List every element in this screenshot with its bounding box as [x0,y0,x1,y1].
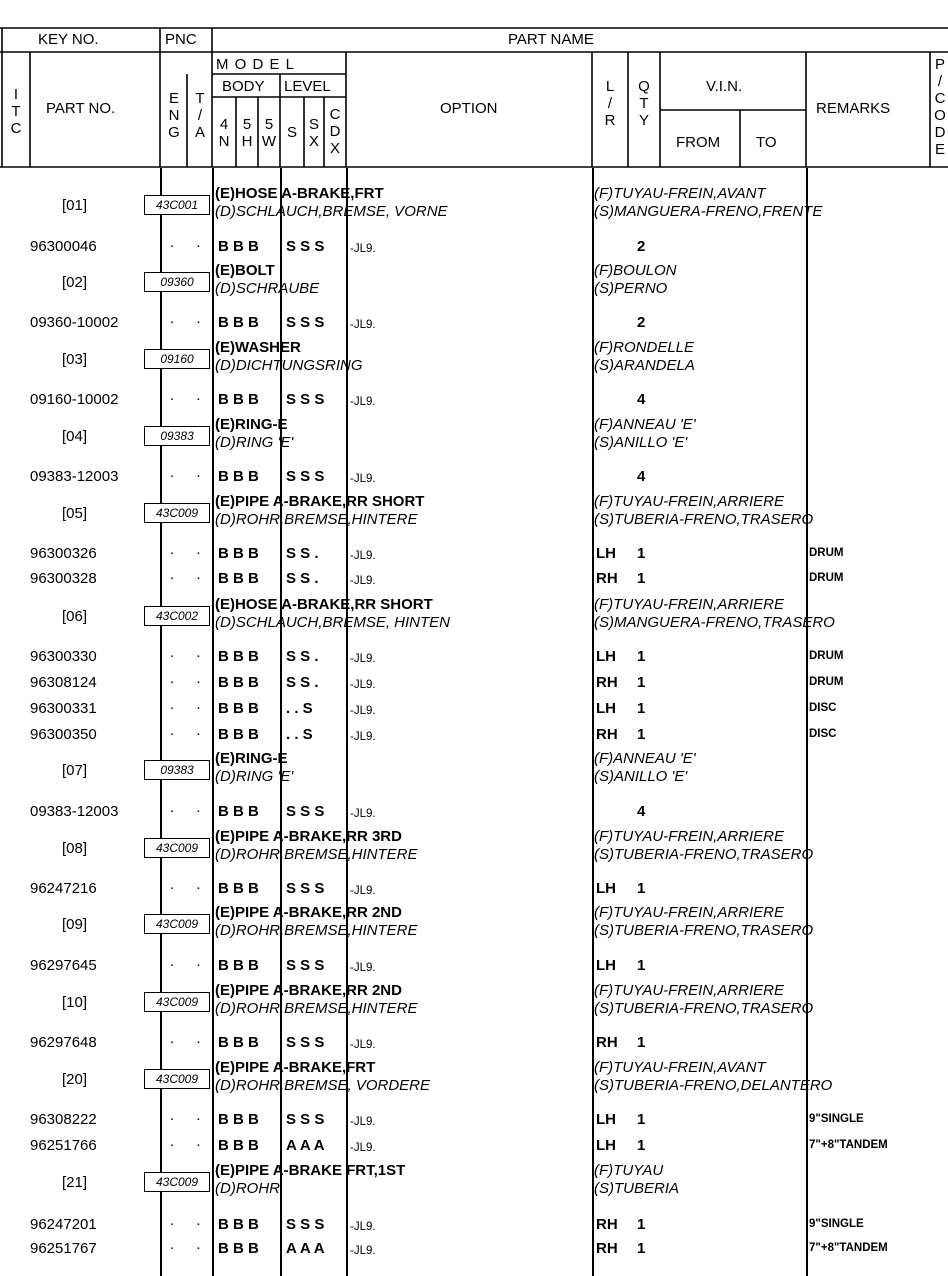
key-number: [08] [62,840,88,857]
part-name-french: (F)BOULON [594,262,677,279]
pnc-code-box: 43C001 [144,195,210,215]
part-number: 09383-12003 [30,803,119,820]
option-code: -JL9. [350,319,376,331]
part-name-french: (F)TUYAU-FREIN,ARRIERE [594,904,785,921]
eng-ta-marks: . . [170,953,210,970]
part-name-english: (E)PIPE A-BRAKE,RR 2ND [215,904,402,921]
body-codes: B B B [218,648,259,665]
lr-side: LH [596,1111,616,1128]
eng-ta-marks: . . [170,670,210,687]
quantity: 1 [637,1240,646,1257]
eng-ta-marks: . . [170,541,210,558]
option-code: -JL9. [350,1039,376,1051]
part-name-spanish: (S)TUBERIA-FRENO,TRASERO [594,846,814,863]
level-codes: . . S [286,726,313,743]
part-name-french: (F)TUYAU-FREIN,ARRIERE [594,828,785,845]
part-name-german: (D)SCHLAUCH,BREMSE, HINTEN [215,614,451,631]
body-codes: B B B [218,700,259,717]
pnc-code-box: 43C002 [144,606,210,626]
option-code: -JL9. [350,705,376,717]
lr-side: RH [596,1240,618,1257]
quantity: 1 [637,570,646,587]
part-name-spanish: (S)TUBERIA-FRENO,TRASERO [594,1000,814,1017]
itc-header: I T C [10,86,22,137]
part-number: 09360-10002 [30,314,119,331]
part-name-english: (E)RING-E [215,416,288,433]
option-code: -JL9. [350,885,376,897]
part-number: 96308222 [30,1111,97,1128]
part-number: 96297648 [30,1034,97,1051]
body-codes: B B B [218,545,259,562]
part-name-english: (E)HOSE A-BRAKE,RR SHORT [215,596,433,613]
remarks: 9"SINGLE [809,1113,864,1125]
part-number: 96300330 [30,648,97,665]
part-name-german: (D)ROHR,BREMSE,HINTERE [215,922,418,939]
part-name-spanish: (S)TUBERIA-FRENO,DELANTERO [594,1077,833,1094]
quantity: 1 [637,726,646,743]
level-codes: . . S [286,700,313,717]
key-number: [03] [62,351,88,368]
body-codes: B B B [218,726,259,743]
lr-side: LH [596,700,616,717]
body-codes: B B B [218,803,259,820]
pnc-code-box: 09383 [144,760,210,780]
part-name-spanish: (S)MANGUERA-FRENO,TRASERO [594,614,835,631]
quantity: 1 [637,1216,646,1233]
lr-side: RH [596,1216,618,1233]
qty-header: Q T Y [638,78,650,129]
key-number: [09] [62,916,88,933]
pnc-code-box: 43C009 [144,914,210,934]
part-no-header: PART NO. [46,100,116,117]
level-codes: A A A [286,1137,325,1154]
part-name-french: (F)TUYAU-FREIN,ARRIERE [594,982,785,999]
body-codes: B B B [218,391,259,408]
option-code: -JL9. [350,1221,376,1233]
quantity: 1 [637,1034,646,1051]
lr-side: RH [596,570,618,587]
level-codes: S S . [286,674,319,691]
quantity: 1 [637,880,646,897]
ta-header: T / A [194,90,205,141]
part-number: 96300350 [30,726,97,743]
key-number: [07] [62,762,88,779]
pnc-header: PNC [165,31,197,48]
eng-ta-marks: . . [170,1133,210,1150]
part-name-german: (D)RING 'E' [215,434,294,451]
part-number: 96297645 [30,957,97,974]
level-codes: S S S [286,957,325,974]
remarks: 9"SINGLE [809,1218,864,1230]
lr-side: RH [596,1034,618,1051]
option-code: -JL9. [350,731,376,743]
part-name-spanish: (S)ANILLO 'E' [594,434,688,451]
level-codes: S S S [286,1216,325,1233]
option-code: -JL9. [350,1116,376,1128]
quantity: 2 [637,314,646,331]
part-name-german: (D)ROHR [215,1180,280,1197]
level-codes: S S S [286,1111,325,1128]
remarks: DISC [809,702,837,714]
level-col-sx: S X [308,116,319,150]
eng-ta-marks: . . [170,876,210,893]
body-codes: B B B [218,314,259,331]
part-number: 96300331 [30,700,97,717]
level-codes: S S S [286,1034,325,1051]
part-name-spanish: (S)ARANDELA [594,357,695,374]
remarks: DRUM [809,650,844,662]
part-name-english: (E)PIPE A-BRAKE,RR 3RD [215,828,402,845]
key-number: [02] [62,274,88,291]
pnc-code-box: 43C009 [144,1069,210,1089]
option-header: OPTION [440,100,498,117]
pcode-header: P / C O D E [934,56,946,158]
part-name-spanish: (S)TUBERIA-FRENO,TRASERO [594,922,814,939]
level-codes: S S . [286,570,319,587]
key-number: [06] [62,608,88,625]
part-number: 96300046 [30,238,97,255]
level-codes: S S S [286,880,325,897]
quantity: 1 [637,1111,646,1128]
quantity: 1 [637,700,646,717]
remarks: DRUM [809,547,844,559]
eng-ta-marks: . . [170,1212,210,1229]
lr-side: LH [596,880,616,897]
remarks: DRUM [809,572,844,584]
body-codes: B B B [218,238,259,255]
body-codes: B B B [218,1111,259,1128]
part-name-german: (D)SCHRAUBE [215,280,320,297]
option-code: -JL9. [350,679,376,691]
part-name-spanish: (S)TUBERIA-FRENO,TRASERO [594,511,814,528]
quantity: 4 [637,803,646,820]
eng-header: E N G [168,90,180,141]
part-number: 96308124 [30,674,97,691]
level-header: LEVEL [284,78,331,95]
key-number: [20] [62,1071,88,1088]
eng-ta-marks: . . [170,644,210,661]
key-number: [21] [62,1174,88,1191]
body-header: BODY [222,78,265,95]
part-name-english: (E)PIPE A-BRAKE,FRT [215,1059,376,1076]
option-code: -JL9. [350,808,376,820]
part-number: 96300328 [30,570,97,587]
quantity: 2 [637,238,646,255]
pnc-code-box: 43C009 [144,838,210,858]
body-col-5h: 5 H [241,116,253,150]
option-code: -JL9. [350,653,376,665]
eng-ta-marks: . . [170,799,210,816]
eng-ta-marks: . . [170,566,210,583]
part-name-english: (E)PIPE A-BRAKE,RR 2ND [215,982,402,999]
body-codes: B B B [218,1240,259,1257]
lr-header: L / R [604,78,616,129]
lr-side: RH [596,674,618,691]
body-codes: B B B [218,1137,259,1154]
lr-side: LH [596,545,616,562]
body-codes: B B B [218,674,259,691]
part-name-spanish: (S)PERNO [594,280,668,297]
pnc-code-box: 43C009 [144,992,210,1012]
part-name-german: (D)ROHR,BREMSE,HINTERE [215,1000,418,1017]
part-name-header: PART NAME [508,31,594,48]
part-name-english: (E)HOSE A-BRAKE,FRT [215,185,384,202]
part-name-german: (D)ROHR,BREMSE, VORDERE [215,1077,431,1094]
body-codes: B B B [218,468,259,485]
part-name-french: (F)ANNEAU 'E' [594,416,696,433]
vin-header: V.I.N. [706,78,743,95]
part-name-spanish: (S)ANILLO 'E' [594,768,688,785]
option-code: -JL9. [350,962,376,974]
pnc-code-box: 43C009 [144,503,210,523]
part-name-german: (D)ROHR,BREMSE,HINTERE [215,511,418,528]
pnc-code-box: 09160 [144,349,210,369]
level-codes: S S S [286,314,325,331]
key-number: [05] [62,505,88,522]
part-name-english: (E)BOLT [215,262,275,279]
part-name-english: (E)RING-E [215,750,288,767]
part-name-french: (F)TUYAU-FREIN,AVANT [594,1059,766,1076]
lr-side: LH [596,648,616,665]
part-name-spanish: (S)MANGUERA-FRENO,FRENTE [594,203,823,220]
option-code: -JL9. [350,473,376,485]
part-number: 96251766 [30,1137,97,1154]
pnc-code-box: 09360 [144,272,210,292]
option-code: -JL9. [350,1142,376,1154]
part-number: 09383-12003 [30,468,119,485]
eng-ta-marks: . . [170,387,210,404]
lr-side: RH [596,726,618,743]
level-codes: S S S [286,391,325,408]
part-number: 96247216 [30,880,97,897]
part-name-english: (E)PIPE A-BRAKE,RR SHORT [215,493,425,510]
part-name-german: (D)SCHLAUCH,BREMSE, VORNE [215,203,448,220]
body-codes: B B B [218,957,259,974]
part-name-english: (E)PIPE A-BRAKE FRT,1ST [215,1162,406,1179]
eng-ta-marks: . . [170,1107,210,1124]
part-number: 96300326 [30,545,97,562]
quantity: 1 [637,545,646,562]
part-number: 09160-10002 [30,391,119,408]
part-name-french: (F)TUYAU [594,1162,664,1179]
level-codes: A A A [286,1240,325,1257]
level-col-cdx: C D X [329,106,341,157]
part-name-german: (D)RING 'E' [215,768,294,785]
key-number: [01] [62,197,88,214]
level-col-s: S [286,124,297,141]
part-name-french: (F)TUYAU-FREIN,ARRIERE [594,493,785,510]
part-name-english: (E)WASHER [215,339,301,356]
eng-ta-marks: . . [170,722,210,739]
body-col-4n: 4 N [218,116,230,150]
key-number: [10] [62,994,88,1011]
eng-ta-marks: . . [170,696,210,713]
level-codes: S S . [286,648,319,665]
model-header: M O D E L [216,56,296,73]
eng-ta-marks: . . [170,234,210,251]
vin-to-header: TO [756,134,777,151]
pnc-code-box: 09383 [144,426,210,446]
part-name-french: (F)TUYAU-FREIN,AVANT [594,185,766,202]
body-col-5w: 5 W [261,116,277,150]
quantity: 4 [637,468,646,485]
quantity: 1 [637,1137,646,1154]
part-number: 96251767 [30,1240,97,1257]
level-codes: S S S [286,238,325,255]
option-code: -JL9. [350,1245,376,1257]
remarks: 7"+8"TANDEM [809,1139,888,1151]
level-codes: S S S [286,468,325,485]
quantity: 4 [637,391,646,408]
part-name-german: (D)DICHTUNGSRING [215,357,363,374]
lr-side: LH [596,1137,616,1154]
option-code: -JL9. [350,550,376,562]
option-code: -JL9. [350,575,376,587]
level-codes: S S S [286,803,325,820]
quantity: 1 [637,648,646,665]
pnc-code-box: 43C009 [144,1172,210,1192]
eng-ta-marks: . . [170,1030,210,1047]
eng-ta-marks: . . [170,1236,210,1253]
key-no-header: KEY NO. [38,31,99,48]
part-name-german: (D)ROHR,BREMSE,HINTERE [215,846,418,863]
vin-from-header: FROM [676,134,721,151]
key-number: [04] [62,428,88,445]
body-codes: B B B [218,1216,259,1233]
body-codes: B B B [218,880,259,897]
remarks: 7"+8"TANDEM [809,1242,888,1254]
remarks: DISC [809,728,837,740]
body-codes: B B B [218,570,259,587]
part-name-french: (F)RONDELLE [594,339,695,356]
quantity: 1 [637,957,646,974]
option-code: -JL9. [350,243,376,255]
eng-ta-marks: . . [170,464,210,481]
part-name-french: (F)ANNEAU 'E' [594,750,696,767]
part-name-spanish: (S)TUBERIA [594,1180,680,1197]
quantity: 1 [637,674,646,691]
level-codes: S S . [286,545,319,562]
lr-side: LH [596,957,616,974]
part-number: 96247201 [30,1216,97,1233]
option-code: -JL9. [350,396,376,408]
body-codes: B B B [218,1034,259,1051]
part-name-french: (F)TUYAU-FREIN,ARRIERE [594,596,785,613]
eng-ta-marks: . . [170,310,210,327]
remarks: DRUM [809,676,844,688]
remarks-header: REMARKS [816,100,891,117]
